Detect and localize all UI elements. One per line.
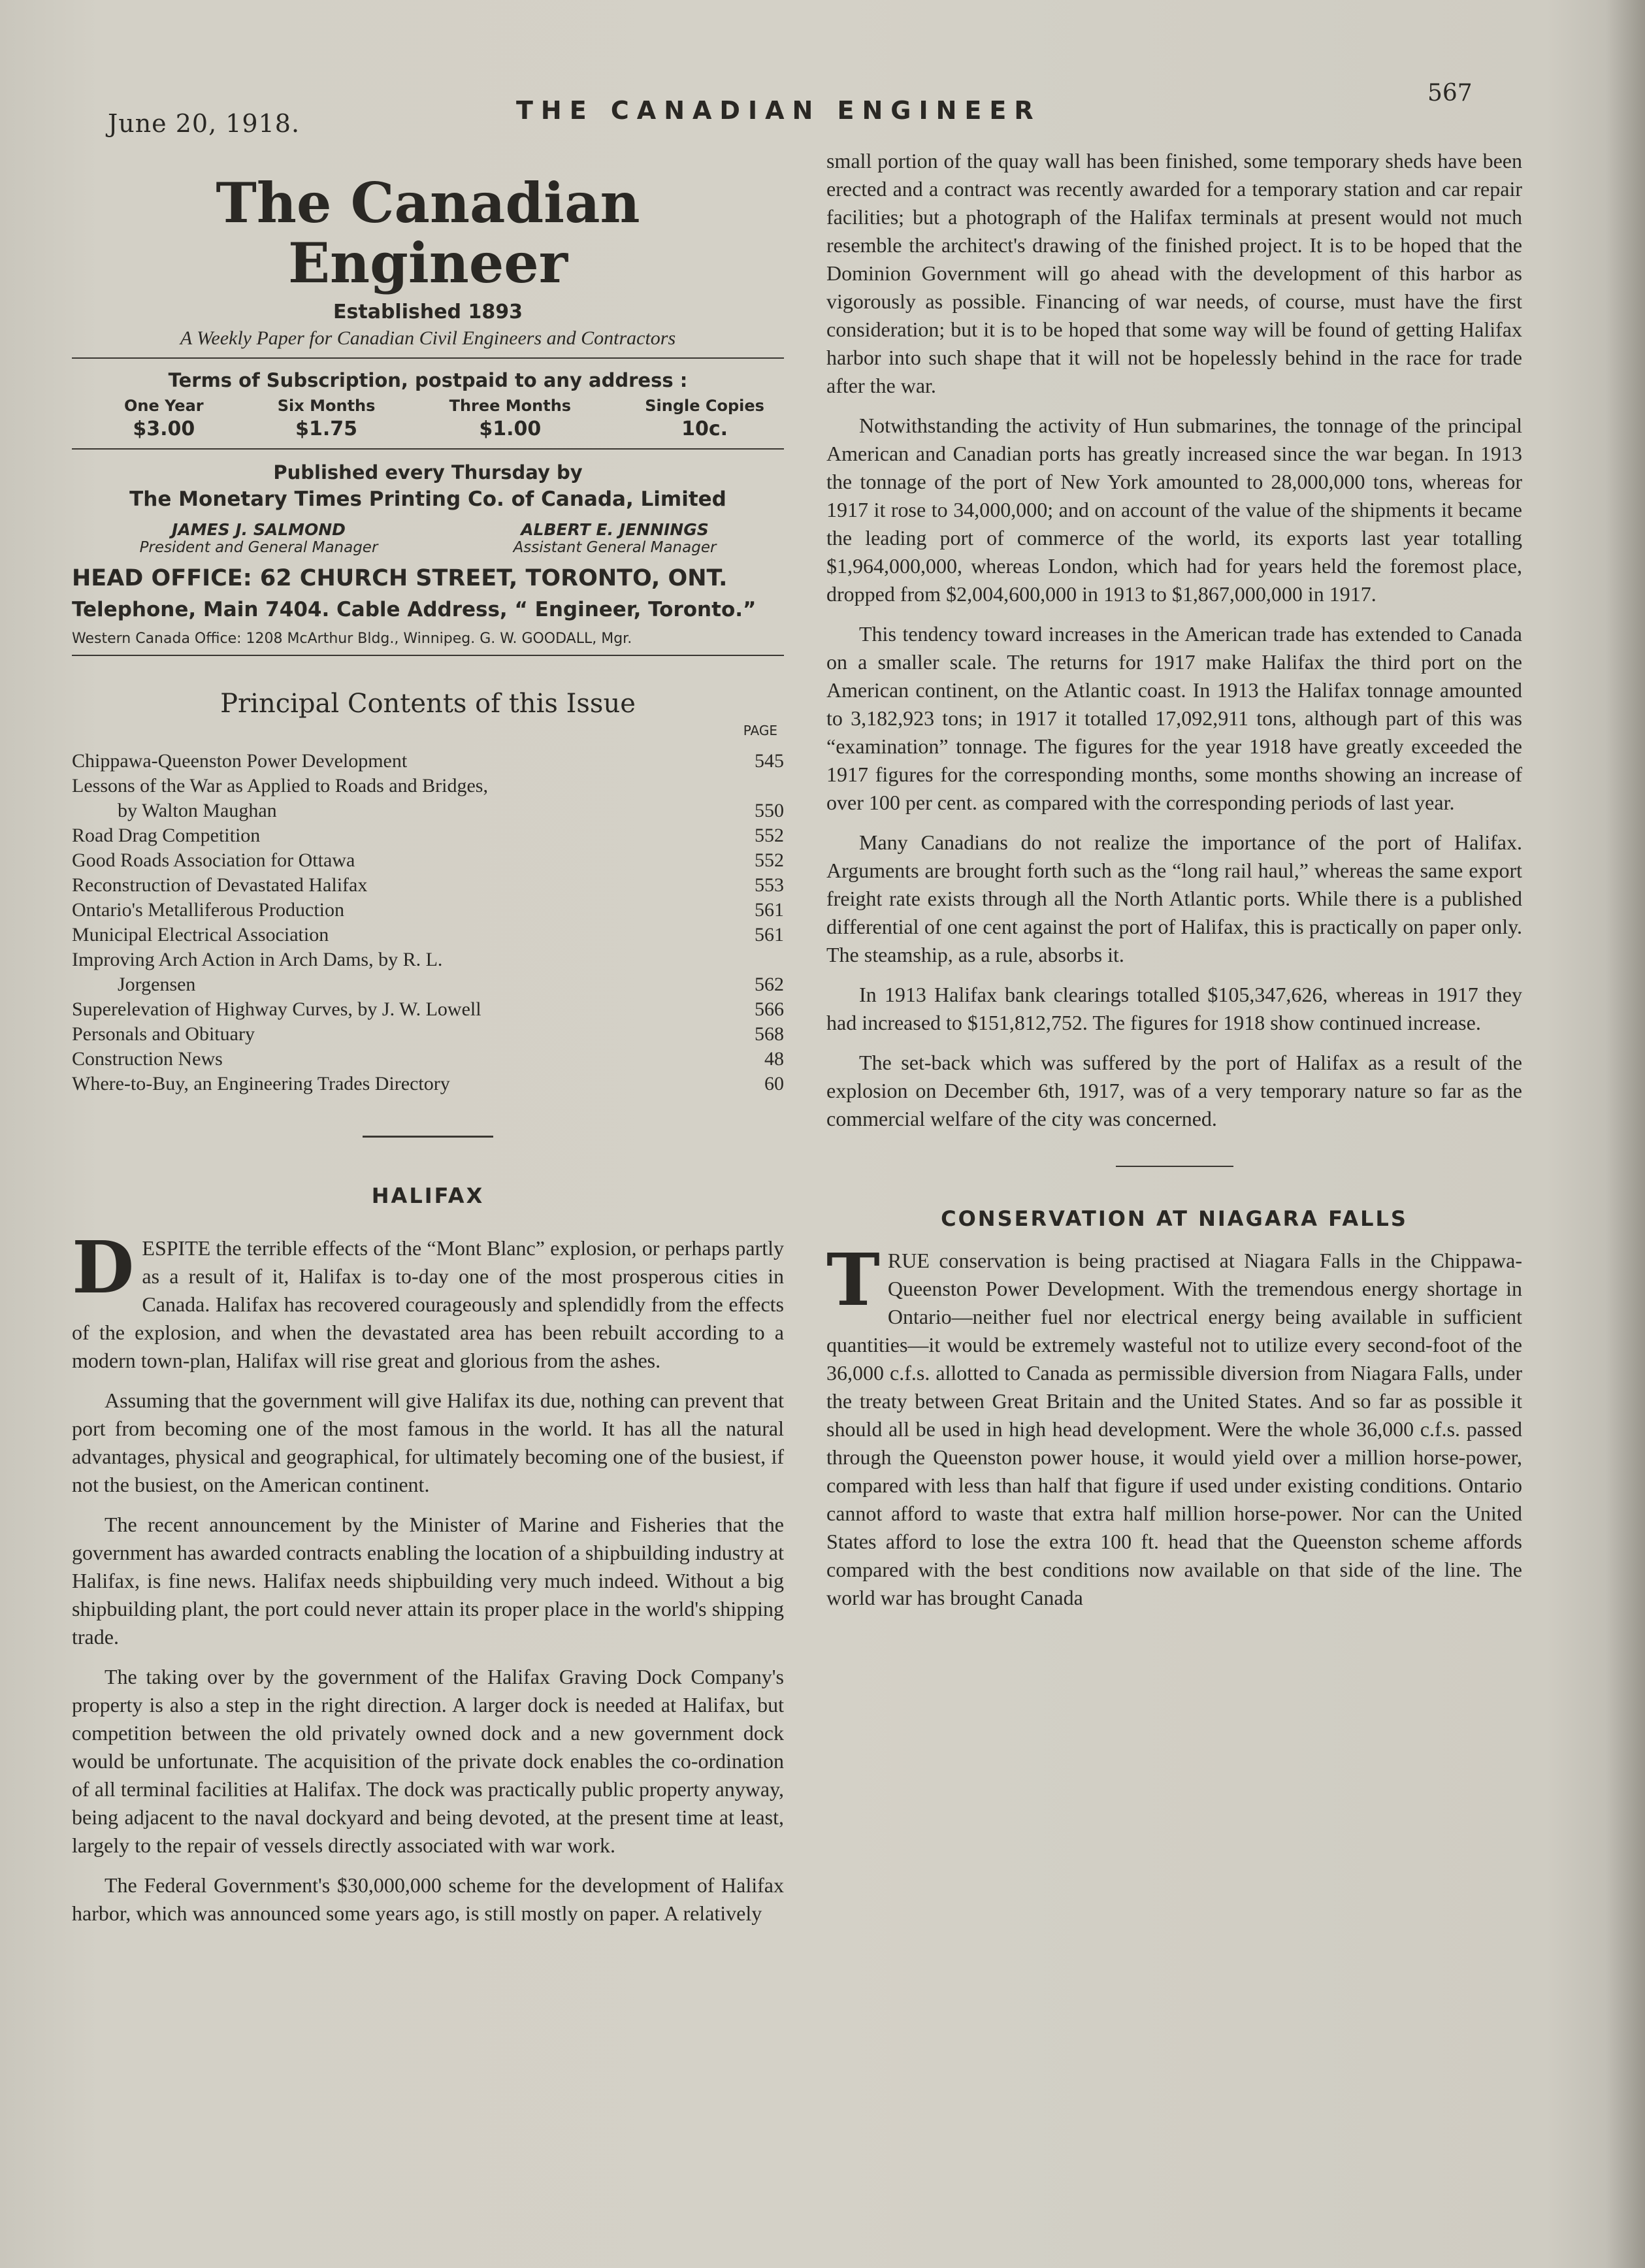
running-title: THE CANADIAN ENGINEER xyxy=(516,96,1041,125)
article-paragraph: small portion of the quay wall has been finished, some temporary sheds have been erected and a contract was recently awarded for a temporary station and car repair facilities; but a photograph of the Halifax terminals at present would not much resemble the architect's drawing of the finished project. It is to be hoped that the Dominion Government will go ahead with the development of this harbor as vigorously as possible. Financing of war needs, of course, must have the first consideration; but it is to be hoped that some way will be found of getting Halifax harbor into such shape that it will not be hopelessly behind in the race for trade after the war. xyxy=(826,149,1522,397)
masthead xyxy=(72,173,784,656)
officer-name: JAMES J. SALMOND xyxy=(172,519,346,539)
drop-cap: T xyxy=(826,1238,880,1322)
article-paragraph: Assuming that the government will give Halifax its due, nothing can prevent that port from becoming one of the most famous in the world. It has all the natural advantages, physical and geographical, for ultimately becoming one of the busiest, if not the busiest, on the American continent. xyxy=(72,1388,784,1496)
price-amount: $1.75 xyxy=(295,417,358,440)
article-paragraph: Notwithstanding the activity of Hun submarines, the tonnage of the principal American and Canadian ports has greatly increased since the war began. In 1913 the tonnage of the port of New York amounted to 28,000,000 tons, whereas for 1917 it rose to 34,000,000; and on account of the value of the shipments it became the leading port of commerce of the world, its exports last year totalling $1,964,000,000, whereas London, which had for years held the foremost place, dropped from $2,004,600,000 in 1913 to $1,867,000,000 in 1917. xyxy=(826,414,1522,606)
toc-item: Construction News 48 xyxy=(72,1047,784,1070)
toc-item: Ontario's Metalliferous Production 561 xyxy=(72,898,784,921)
price-table xyxy=(72,391,784,440)
price-label: One Year xyxy=(124,396,204,415)
price-label: Three Months xyxy=(449,396,572,415)
article-paragraph: The recent announcement by the Minister of Marine and Fisheries that the government has awarded contracts enabling the location of a shipbuilding industry at Halifax, is fine news. Halifax needs shipbuilding very much indeed. Without a big shipbuilding plant, the port could never attain its proper place in the world's shipping trade. xyxy=(72,1512,784,1649)
article-paragraph: DESPITE the terrible effects of the “Mont Blanc” explosion, or perhaps partly as a result of it, Halifax is to-day one of the most prosperous cities in Canada. Halifax has recovered courageously and splendidly from the effects of the explosion, and when the devastated area has been rebuilt according to a modern town-plan, Halifax will rise great and glorious from the ashes. xyxy=(72,1224,784,1372)
officer-name: ALBERT E. JENNINGS xyxy=(521,519,709,539)
officer-role: President and General Manager xyxy=(139,538,378,556)
article-paragraph: TRUE conservation is being practised at Niagara Falls in the Chippawa-Queenston Power Development. With the tremendous energy shortage in Ontario—neither fuel nor electrical energy being available in sufficient quantities—it would be extremely wasteful not to utilize every second-foot of the 36,000 c.f.s. allotted to Canada as permissible diversion from Niagara Falls, under the treaty between Great Britain and the United States. And so far as possible it should all be used in high head development. Were the whole 36,000 c.f.s. passed through the Queenston power house, it would yield over a million horse-power, compared with less than half that figure if used under existing conditions. Ontario cannot afford to waste that extra half million horse-power. Nor can the United States afford to lose the extra 100 ft. head that the Queenston scheme affords compared with the best conditions now available on that side of the line. The world war has brought Canada xyxy=(826,1238,1522,1609)
drop-cap: D xyxy=(72,1224,135,1309)
niagara-article xyxy=(826,1238,1522,1612)
price-amount: $1.00 xyxy=(479,417,542,440)
published-line: Published every Thursday by xyxy=(273,461,583,484)
issue-date: June 20, 1918. xyxy=(108,109,301,138)
head-office: HEAD OFFICE: 62 CHURCH STREET, TORONTO, ONT. xyxy=(72,565,728,591)
divider xyxy=(72,655,784,656)
article-paragraph: This tendency toward increases in the American trade has extended to Canada on a smaller scale. The returns for 1917 make Halifax the third port on the American continent, on the Atlantic coast. In 1913 the Halifax tonnage amounted to 3,182,923 tons; in 1917 it totalled 17,092,911 tons, although part of this was “examination” tonnage. The figures for the year 1918 have greatly exceeded the 1917 figures for the corresponding months, some months showing an increase of over 100 per cent. as compared with the corresponding periods of last year. xyxy=(826,622,1522,814)
officer-assistant xyxy=(513,520,717,556)
toc-item: Improving Arch Action in Arch Dams, by R. L. xyxy=(72,948,443,970)
price-one-year xyxy=(124,397,204,440)
price-six-months xyxy=(278,397,376,440)
price-amount: $3.00 xyxy=(133,417,195,440)
halifax-article-continued xyxy=(826,147,1522,1133)
article-paragraph: Many Canadians do not realize the importance of the port of Halifax. Arguments are brought forth such as the “long rail haul,” whereas the same export freight rate exists through all the North Atlantic ports. While there is a published differential of one cent against the port of Halifax, this is practically on paper only. The steamship, as a rule, absorbs it. xyxy=(826,830,1522,966)
toc-item: Road Drag Competition 552 xyxy=(72,824,784,846)
toc-item: Lessons of the War as Applied to Roads and Bridges, xyxy=(72,774,488,797)
section-separator xyxy=(363,1136,493,1138)
price-label: Single Copies xyxy=(645,396,764,415)
toc-item: Municipal Electrical Association 561 xyxy=(72,923,784,945)
toc-item: Chippawa-Queenston Power Development 545 xyxy=(72,749,784,772)
publisher-line: The Monetary Times Printing Co. of Canada, Limited xyxy=(129,487,726,511)
page-spine-shadow xyxy=(1606,0,1645,2268)
toc-item: Jorgensen 562 xyxy=(118,973,784,995)
left-column xyxy=(72,173,784,1939)
article-paragraph: The taking over by the government of the Halifax Graving Dock Company's property is also a step in the right direction. A larger dock is needed at Halifax, but competition between the old privately owned dock and a new government dock would be unfortunate. The acquisition of the private dock enables the co-ordination of all terminal facilities at Halifax. The dock was practically public property anyway, being adjacent to the naval dockyard and being devoted, at the present time at least, largely to the repair of vessels directly associated with war work. xyxy=(72,1664,784,1857)
established-line: Established 1893 xyxy=(333,300,523,323)
telephone-line: Telephone, Main 7404. Cable Address, “ Engineer, Toronto.” xyxy=(72,597,757,621)
masthead-title: The Canadian Engineer xyxy=(216,171,640,296)
price-label: Six Months xyxy=(277,396,376,415)
price-single-copies xyxy=(645,397,764,440)
niagara-heading: CONSERVATION AT NIAGARA FALLS xyxy=(941,1206,1408,1231)
halifax-heading: HALIFAX xyxy=(371,1183,485,1208)
toc-item: Good Roads Association for Ottawa 552 xyxy=(72,849,784,871)
right-column xyxy=(826,147,1522,1624)
table-of-contents xyxy=(72,749,784,1096)
officer-role: Assistant General Manager xyxy=(513,538,717,556)
toc-item: Superelevation of Highway Curves, by J. W. Lowell 566 xyxy=(72,998,784,1020)
page-number: 567 xyxy=(1427,80,1473,107)
western-office: Western Canada Office: 1208 McArthur Bldg., Winnipeg. G. W. GOODALL, Mgr. xyxy=(72,630,632,647)
officers xyxy=(72,520,784,556)
halifax-article xyxy=(72,1224,784,1928)
price-amount: 10c. xyxy=(681,417,728,440)
article-paragraph: The Federal Government's $30,000,000 scheme for the development of Halifax harbor, which was announced some years ago, is still mostly on paper. A relatively xyxy=(72,1873,784,1925)
toc-item: by Walton Maughan 550 xyxy=(118,799,784,821)
contents-heading: Principal Contents of this Issue xyxy=(220,688,636,719)
running-header xyxy=(0,73,1645,138)
section-separator xyxy=(1116,1166,1233,1167)
divider xyxy=(72,448,784,450)
price-three-months xyxy=(449,397,572,440)
toc-item: Reconstruction of Devastated Halifax 553 xyxy=(72,874,784,896)
article-paragraph: The set-back which was suffered by the port of Halifax as a result of the explosion on December 6th, 1917, was of a very temporary nature so far as the commercial welfare of the city was concerned. xyxy=(826,1051,1522,1130)
toc-item: Personals and Obituary 568 xyxy=(72,1023,784,1045)
article-paragraph: In 1913 Halifax bank clearings totalled $105,347,626, whereas in 1917 they had increased to $151,812,752. The figures for 1918 show continued increase. xyxy=(826,983,1522,1034)
divider xyxy=(72,357,784,359)
tagline: A Weekly Paper for Canadian Civil Engineers and Contractors xyxy=(180,327,676,349)
terms-heading: Terms of Subscription, postpaid to any address : xyxy=(168,369,688,391)
contents-page-label: PAGE xyxy=(743,722,777,738)
officer-president xyxy=(140,520,378,556)
toc-item: Where-to-Buy, an Engineering Trades Directory 60 xyxy=(72,1072,784,1094)
